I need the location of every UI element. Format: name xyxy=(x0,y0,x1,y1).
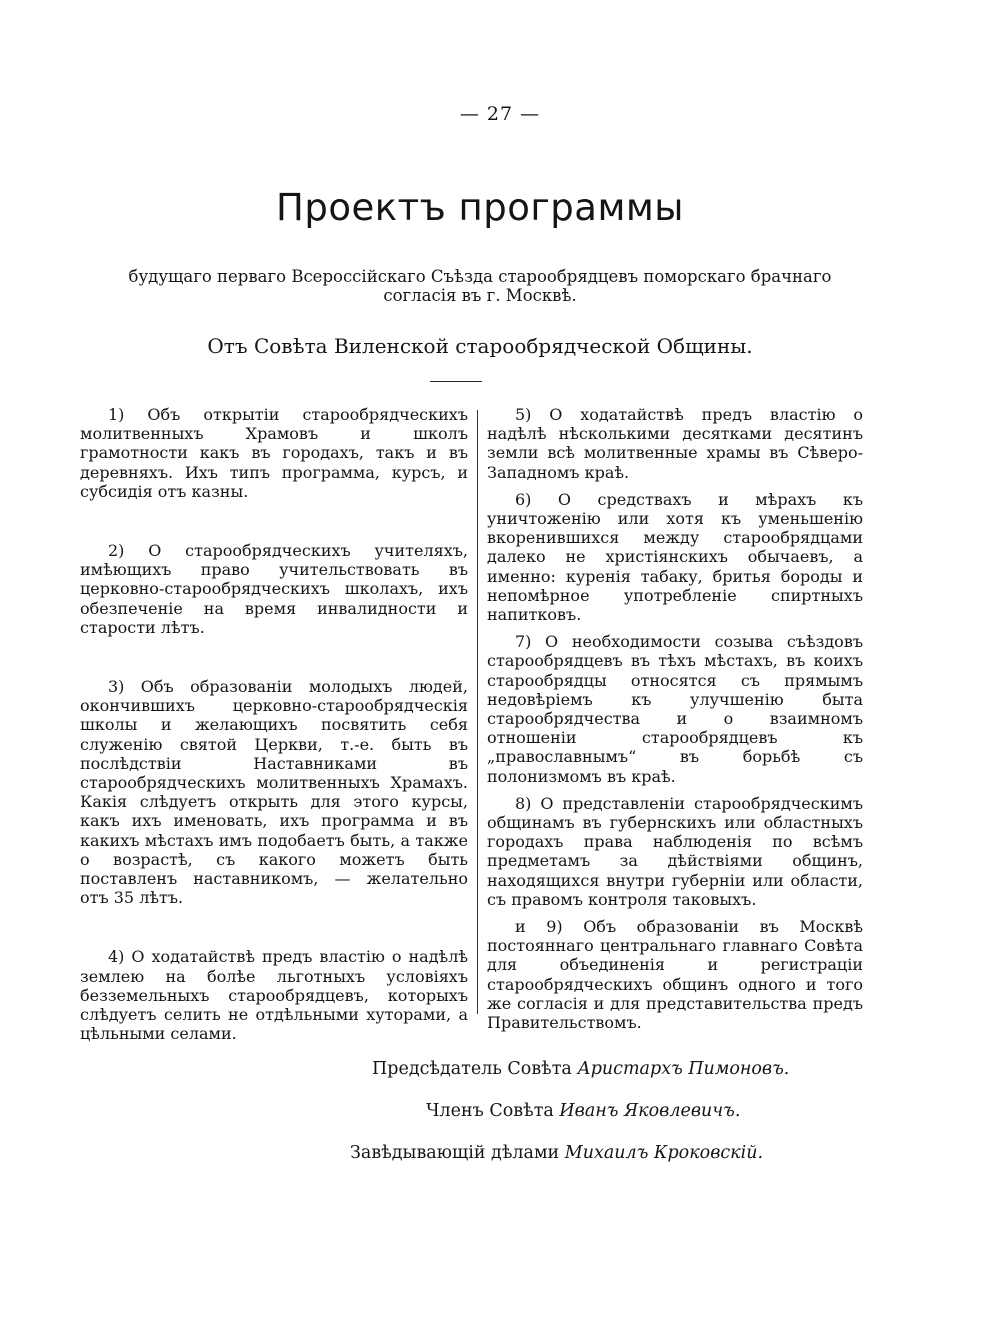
program-item-8: 8) О представленіи старообрядческимъ общинамъ въ губернскихъ или областныхъ городахъ права наблюденія по всѣмъ предметамъ за дѣйствіями общинъ, находящихся внутри губерніи или области, съ правомъ контроля таковыхъ. xyxy=(487,793,863,909)
program-item-5: 5) О ходатайствѣ предъ властію о надѣлѣ нѣсколькими десятками десятинъ земли всѣ молитвенные храмы въ Сѣверо-Западномъ краѣ. xyxy=(487,405,863,482)
program-item-1: 1) Объ открытіи старообрядческихъ молитвенныхъ Храмовъ и школъ грамотности какъ въ городахъ, такъ и въ деревняхъ. Ихъ типъ программа, курсъ, и субсидія отъ казны. xyxy=(80,405,468,501)
program-item-9: и 9) Объ образованіи въ Москвѣ постояннаго центральнаго главнаго Совѣта для объединенія и регистраціи старообрядческихъ общинъ одного и того же согласія и для представительства предъ Правительствомъ. xyxy=(487,917,863,1033)
signature-chairman xyxy=(0,1059,1000,1079)
program-item-3: 3) Объ образованіи молодыхъ людей, окончившихъ церковно-старообрядческія школы и желающихъ посвятить себя служенію святой Церкви, т.-е. быть въ послѣдствіи Наставниками въ старообрядческихъ молитвенныхъ Храмахъ. Какія слѣдуетъ открыть для этого курсы, какъ ихъ именовать, ихъ программа и въ какихъ мѣстахъ имъ подобаетъ быть, а также о возрастѣ, съ какого можетъ быть поставленъ наставникомъ, — желательно отъ 35 лѣтъ. xyxy=(80,677,468,908)
program-item-7: 7) О необходимости созыва съѣздовъ старообрядцевъ въ тѣхъ мѣстахъ, въ коихъ старообрядцы относятся съ прямымъ недовѣріемъ къ улучшенію быта старообрядчества и о взаимномъ отношеніи старообрядцевъ къ „православнымъ“ въ борьбѣ съ полонизмомъ въ краѣ. xyxy=(487,632,863,786)
column-divider xyxy=(477,410,478,1014)
right-column xyxy=(487,405,863,1032)
signature-role: Членъ Совѣта xyxy=(426,1101,554,1121)
document-title: Проектъ программы xyxy=(276,186,684,229)
program-item-4: 4) О ходатайствѣ предъ властію о надѣлѣ землею на болѣе льготныхъ условіяхъ безземельныхъ старообрядцевъ, которыхъ слѣдуетъ селить не отдѣльными хуторами, а цѣльными селами. xyxy=(80,947,468,1044)
signature-role: Завѣдывающій дѣлами xyxy=(350,1143,560,1163)
signature-role: Предсѣдатель Совѣта xyxy=(372,1059,572,1079)
signature-manager xyxy=(0,1143,1000,1163)
document-subtitle: будущаго перваго Всероссійскаго Съѣзда старообрядцевъ поморскаго брачнаго согласія въ г. Москвѣ. xyxy=(128,267,832,305)
signature-name: Аристархъ Пимоновъ. xyxy=(577,1059,790,1079)
title-divider xyxy=(430,381,482,382)
left-column xyxy=(80,405,468,1043)
signature-member xyxy=(0,1101,1000,1121)
issuer-line: Отъ Совѣта Виленской старообрядческой Общины. xyxy=(207,334,753,358)
signature-name: Михаилъ Кроковскій. xyxy=(564,1143,764,1163)
page-number: — 27 — xyxy=(459,103,541,125)
program-item-2: 2) О старообрядческихъ учителяхъ, имѣющихъ право учительствовать въ церковно-старообрядческихъ школахъ, ихъ обезпеченіе на время инвалидности и старости лѣтъ. xyxy=(80,541,468,637)
signature-name: Иванъ Яковлевичъ. xyxy=(559,1101,741,1121)
program-item-6: 6) О средствахъ и мѣрахъ къ уничтоженію или хотя къ уменьшенію вкоренившихся между старообрядцами далеко не христіянскихъ обычаевъ, а именно: куренія табаку, бритья бороды и непомѣрное употребленіе спиртныхъ напитковъ. xyxy=(487,489,863,625)
